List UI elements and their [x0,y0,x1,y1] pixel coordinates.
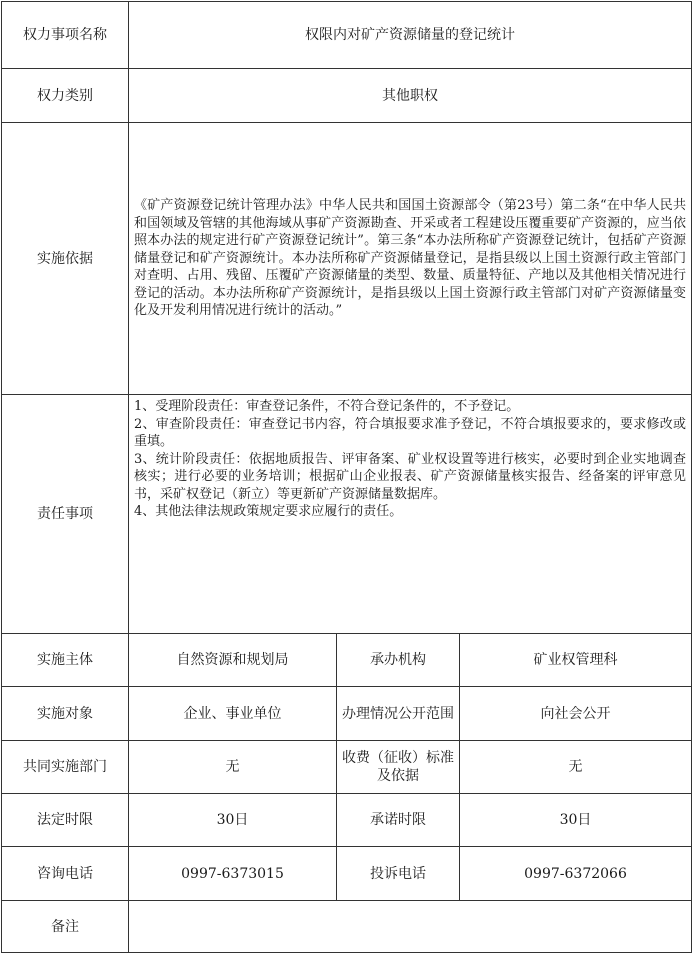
label-power-category: 权力类别 [2,69,129,123]
label-remark: 备注 [2,901,129,953]
row-remark [2,901,692,953]
value-legal-basis: 《矿产资源登记统计管理办法》中华人民共和国国土资源部令（第23号）第二条“在中华人民共和国领域及管辖的其他海域从事矿产资源勘查、开采或者工程建设压覆重要矿产资源的，应当依照本办法的规定进行矿产资源登记统计”。第三条“本办法所称矿产资源登记统计，包括矿产资源储量登记和矿产资源统计。本办法所称矿产资源储量登记，是指县级以上国土资源行政主管部门对查明、占用、残留、压覆矿产资源储量的类型、数量、质量特征、产地以及其他相关情况进行登记的活动。本办法所称矿产资源统计，是指县级以上国土资源行政主管部门对矿产资源储量变化及开发利用情况进行统计的活动。” [129,123,692,395]
value-handling-office: 矿业权管理科 [460,634,692,687]
label-promised-time-limit: 承诺时限 [337,794,460,847]
label-legal-basis: 实施依据 [2,123,129,395]
power-item-table [1,1,692,953]
label-legal-time-limit: 法定时限 [2,794,129,847]
row-item-name [2,2,692,69]
value-target: 企业、事业单位 [129,687,337,741]
row-responsibility [2,395,692,634]
label-disclosure-scope: 办理情况公开范围 [337,687,460,741]
label-item-name: 权力事项名称 [2,2,129,69]
row-time-limit [2,794,692,847]
value-promised-time-limit: 30日 [460,794,692,847]
label-responsibility: 责任事项 [2,395,129,634]
value-complaint-phone: 0997-6372066 [460,847,692,901]
value-disclosure-scope: 向社会公开 [460,687,692,741]
label-handling-office: 承办机构 [337,634,460,687]
value-item-name: 权限内对矿产资源储量的登记统计 [129,2,692,69]
value-consult-phone: 0997-6373015 [129,847,337,901]
label-subject: 实施主体 [2,634,129,687]
label-joint-department: 共同实施部门 [2,741,129,794]
row-target [2,687,692,741]
label-fee-standard: 收费（征收）标准及依据 [337,741,460,794]
value-remark [129,901,692,953]
value-power-category: 其他职权 [129,69,692,123]
responsibility-item-1: 1、受理阶段责任：审查登记条件，不符合登记条件的，不予登记。 [134,399,520,414]
responsibility-item-2: 2、审查阶段责任：审查登记书内容，符合填报要求准予登记，不符合填报要求的，要求修改或重填。 [134,416,686,449]
label-consult-phone: 咨询电话 [2,847,129,901]
value-responsibility [129,395,692,634]
responsibility-item-3: 3、统计阶段责任：依据地质报告、评审备案、矿业权设置等进行核实，必要时到企业实地调查核实；进行必要的业务培训；根据矿山企业报表、矿产资源储量核实报告、经备案的评审意见书，采矿权登记（新立）等更新矿产资源储量数据库。 [134,451,686,502]
row-joint-department [2,741,692,794]
row-phone [2,847,692,901]
responsibility-item-4: 4、其他法律法规政策规定要求应履行的责任。 [134,504,403,519]
row-subject [2,634,692,687]
value-fee-standard: 无 [460,741,692,794]
value-legal-time-limit: 30日 [129,794,337,847]
label-complaint-phone: 投诉电话 [337,847,460,901]
value-joint-department: 无 [129,741,337,794]
value-subject: 自然资源和规划局 [129,634,337,687]
row-power-category [2,69,692,123]
row-legal-basis [2,123,692,395]
label-target: 实施对象 [2,687,129,741]
